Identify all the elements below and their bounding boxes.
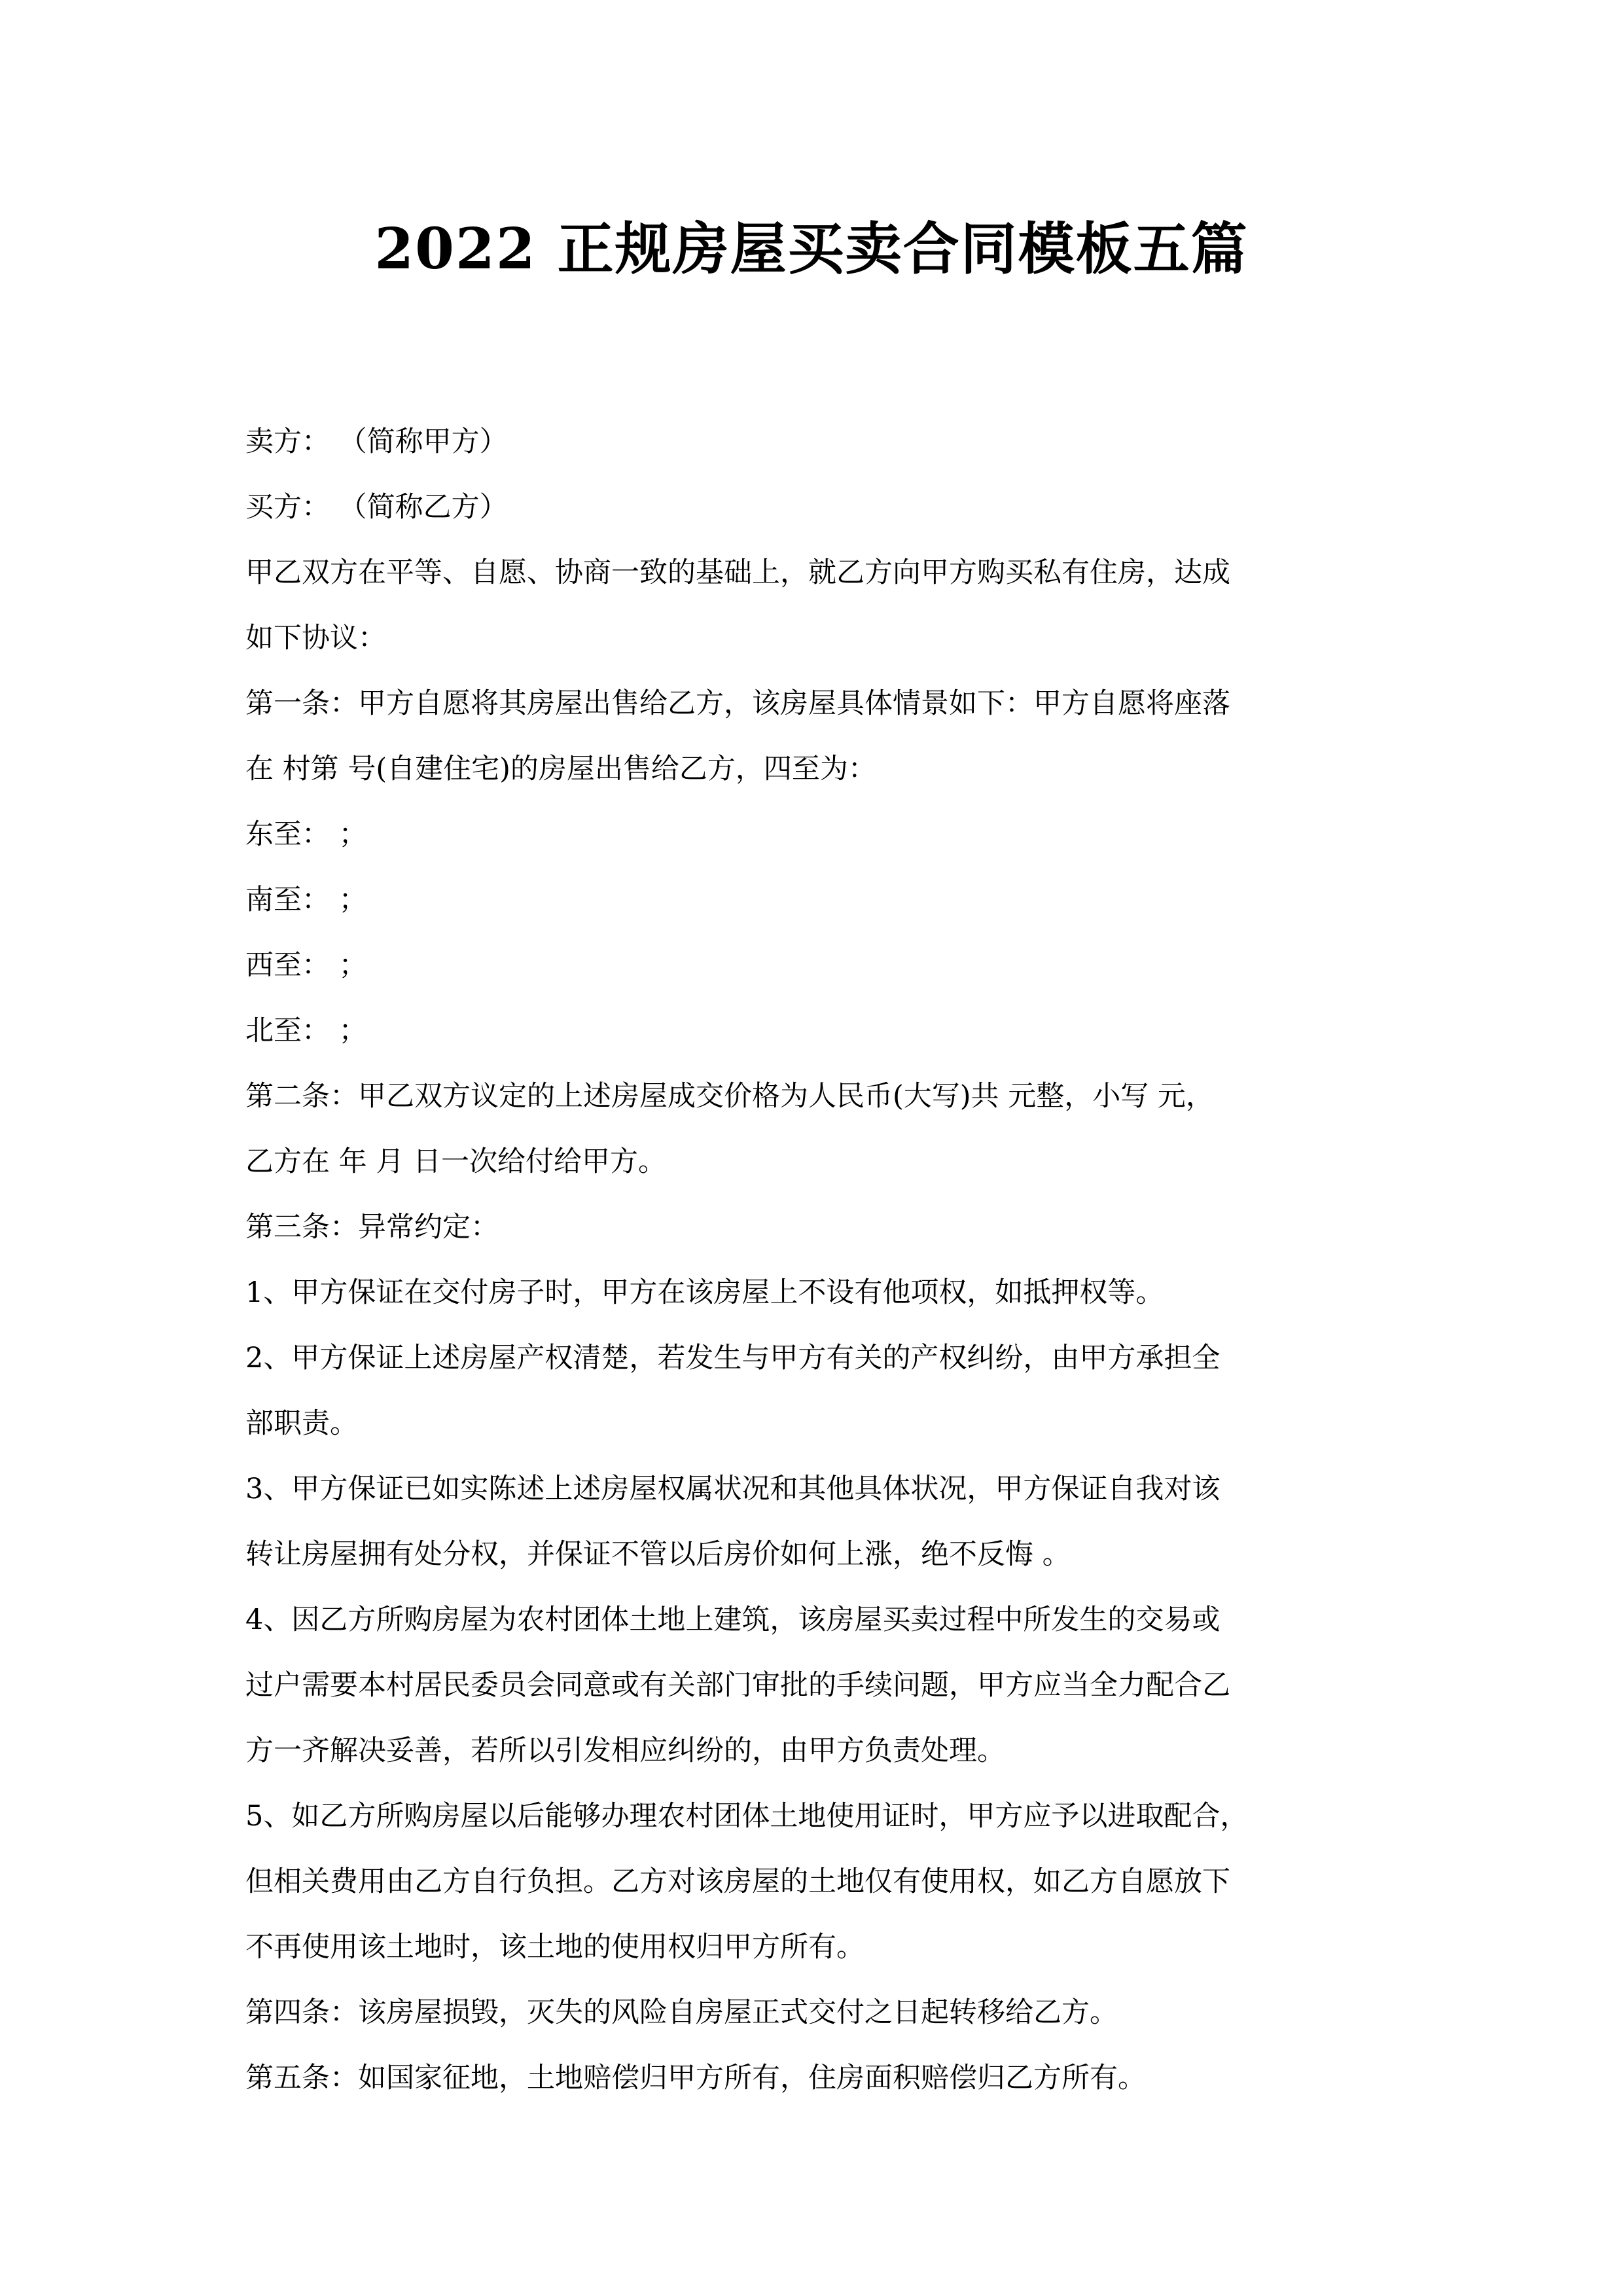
document-line: 3、甲方保证已如实陈述上述房屋权属状况和其他具体状况，甲方保证自我对该 <box>245 1473 1221 1505</box>
document-line: 南至： ； <box>245 884 367 916</box>
document-line: 东至： ； <box>245 818 367 851</box>
document-line: 在 村第 号(自建住宅)的房屋出售给乙方，四至为： <box>245 753 876 785</box>
document-line: 如下协议： <box>245 622 386 655</box>
document-line: 第一条：甲方自愿将其房屋出售给乙方，该房屋具体情景如下：甲方自愿将座落 <box>245 687 1230 720</box>
page-title: 2022 正规房屋买卖合同模板五篇 <box>374 215 1249 282</box>
document-line: 5、如乙方所购房屋以后能够办理农村团体土地使用证时，甲方应予以进取配合， <box>245 1800 1249 1833</box>
document-line: 北至： ； <box>245 1014 367 1047</box>
document-line: 转让房屋拥有处分权，并保证不管以后房价如何上涨，绝不反悔 。 <box>245 1538 1071 1571</box>
document-line: 2、甲方保证上述房屋产权清楚，若发生与甲方有关的产权纠纷，由甲方承担全 <box>245 1342 1221 1374</box>
document-line: 1、甲方保证在交付房子时，甲方在该房屋上不设有他项权，如抵押权等。 <box>245 1276 1164 1309</box>
document-line: 但相关费用由乙方自行负担。乙方对该房屋的土地仅有使用权，如乙方自愿放下 <box>245 1865 1230 1898</box>
document-line: 4、因乙方所购房屋为农村团体土地上建筑，该房屋买卖过程中所发生的交易或 <box>245 1604 1221 1636</box>
document-line: 过户需要本村居民委员会同意或有关部门审批的手续问题，甲方应当全力配合乙 <box>245 1669 1230 1702</box>
document-line: 部职责。 <box>245 1407 358 1440</box>
document-body <box>245 409 1384 2111</box>
document-line: 买方： （简称乙方） <box>245 491 508 524</box>
document-line: 不再使用该土地时，该土地的使用权归甲方所有。 <box>245 1931 865 1964</box>
document-line: 第五条：如国家征地，土地赔偿归甲方所有，住房面积赔偿归乙方所有。 <box>245 2062 1146 2094</box>
document-line: 西至： ； <box>245 949 367 982</box>
document-line: 甲乙双方在平等、自愿、协商一致的基础上，就乙方向甲方购买私有住房，达成 <box>245 556 1230 589</box>
document-line: 第二条：甲乙双方议定的上述房屋成交价格为人民币(大写)共 元整，小写 元， <box>245 1080 1214 1113</box>
document-line: 乙方在 年 月 日一次给付给甲方。 <box>245 1145 667 1178</box>
document-line: 第四条：该房屋损毁，灭失的风险自房屋正式交付之日起转移给乙方。 <box>245 1996 1118 2029</box>
document-line: 卖方： （简称甲方） <box>245 425 508 458</box>
document-line: 第三条：异常约定： <box>245 1211 499 1244</box>
document-line: 方一齐解决妥善，若所以引发相应纠纷的，由甲方负责处理。 <box>245 1734 1005 1767</box>
